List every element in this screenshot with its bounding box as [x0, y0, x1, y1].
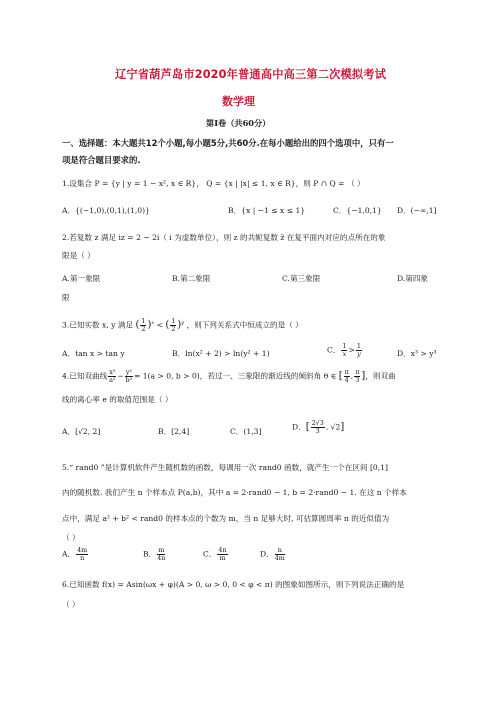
- question-2-stem-cont: 限是（ ）: [62, 251, 95, 260]
- question-5-option-a: A． $\frac{4m}{n}$: [62, 546, 88, 562]
- question-5-line-4: （ ）: [62, 533, 80, 542]
- question-1-option-b: B．{x | −1 ≤ x ≤ 1}: [228, 206, 306, 215]
- question-4-option-c: C．(1,3]: [230, 427, 262, 436]
- exam-title: 辽宁省葫芦岛市2020年普通高中高三第二次模拟考试: [115, 68, 387, 81]
- question-5-option-d: D． $\frac{n}{4m}$: [260, 546, 285, 562]
- question-2-option-d-cont: 限: [62, 293, 70, 302]
- question-1-option-a: A．{(−1,0),(0,1),(1,0)}: [62, 206, 150, 215]
- question-5-line-2: 内的随机数. 我们产生 n 个样本点 P(a,b)，其中 a = 2·rand0 − 1, b = 2·rand0 − 1. 在这 n 个样本: [62, 488, 407, 497]
- question-4-option-a: A．[√2, 2]: [62, 427, 101, 436]
- section-instructions: 一、选择题：本大题共12个小题,每小题5分,共60分.在每小题给出的四个选项中，只有一: [62, 138, 394, 148]
- question-1-option-d: D．(−∞,1]: [397, 206, 437, 215]
- question-4-option-d: D．[ $\frac{2√3}{3}$ , √2]: [292, 419, 345, 435]
- section-instructions-cont: 项是符合题目要求的.: [62, 155, 141, 165]
- question-6-line-1: 6.已知函数 f(x) = Asin(ωx + φ)(A > 0, ω > 0, 0 < φ < π) 的图象如图所示，则下列说法正确的是: [62, 580, 405, 589]
- question-1-option-c: C．{−1,0,1}: [333, 206, 382, 215]
- question-4-stem: 4.已知双曲线 $\frac{\text{x²}}{\text{a²}}$ − $\frac{\text{y²}}{\text{b²}}$ = 1(a > 0, b > 0)，若过一、三象限的渐近线的倾斜角 θ ∈ [ $\frac{\pi}{4}$ , $\frac{\pi}{3}$ ]，则双曲: [62, 368, 396, 384]
- question-4-option-b: B．[2,4]: [158, 427, 190, 436]
- question-3-option-d: D．x³ > y³: [397, 349, 437, 358]
- question-3-option-c: C． $\frac{1}{x}$ > $\frac{1}{y}$: [327, 342, 361, 358]
- question-1-stem: 1.设集合 P = {y | y = 1 − x², x ∈ R}， Q = {x | |x| ≤ 1, x ∈ R}，则 P ∩ Q = （ ）: [62, 179, 365, 188]
- question-6-line-2: （ ）: [62, 600, 80, 609]
- exam-subject: 数学理: [222, 95, 255, 108]
- question-2-option-b: B.第二象限: [172, 274, 211, 283]
- question-5-option-c: C． $\frac{4n}{m}$: [203, 546, 227, 562]
- question-5-option-b: B． $\frac{m}{4n}$: [143, 546, 166, 562]
- question-5-line-1: 5.“ rand0 ”是计算机软件产生随机数的函数，每调用一次 rand0 函数，就产生一个在区间 [0,1]: [62, 463, 388, 472]
- part-heading: 第Ⅰ卷（共60分）: [206, 118, 271, 128]
- question-3-option-a: A．tan x > tan y: [62, 349, 125, 358]
- question-2-option-d: D.第四象: [397, 274, 429, 283]
- question-2-option-a: A.第一象限: [62, 274, 101, 283]
- question-5-line-3: 点中，满足 a² + b² < rand0 的样本点的个数为 m，当 n 足够大时, 可估算圆周率 π 的近似值为: [62, 514, 390, 523]
- question-2-stem: 2.若复数 z 满足 iz = 2 − 2i（ i 为虚数单位），则 z 的共轭复数 z̄ 在复平面内对应的点所在的象: [62, 233, 386, 242]
- question-2-option-c: C.第三象限: [282, 274, 321, 283]
- question-3-option-b: B．ln(x² + 2) > ln(y² + 1): [172, 349, 270, 358]
- question-3-stem: 3.已知实数 x, y 满足 ( $\frac{1}{2}$ )$^x$ < ( $\frac{1}{2}$ )$^y$ ，则下列关系式中恒成立的是（ ）: [62, 317, 303, 333]
- question-4-stem-cont: 线的离心率 e 的取值范围是（ ）: [62, 395, 173, 404]
